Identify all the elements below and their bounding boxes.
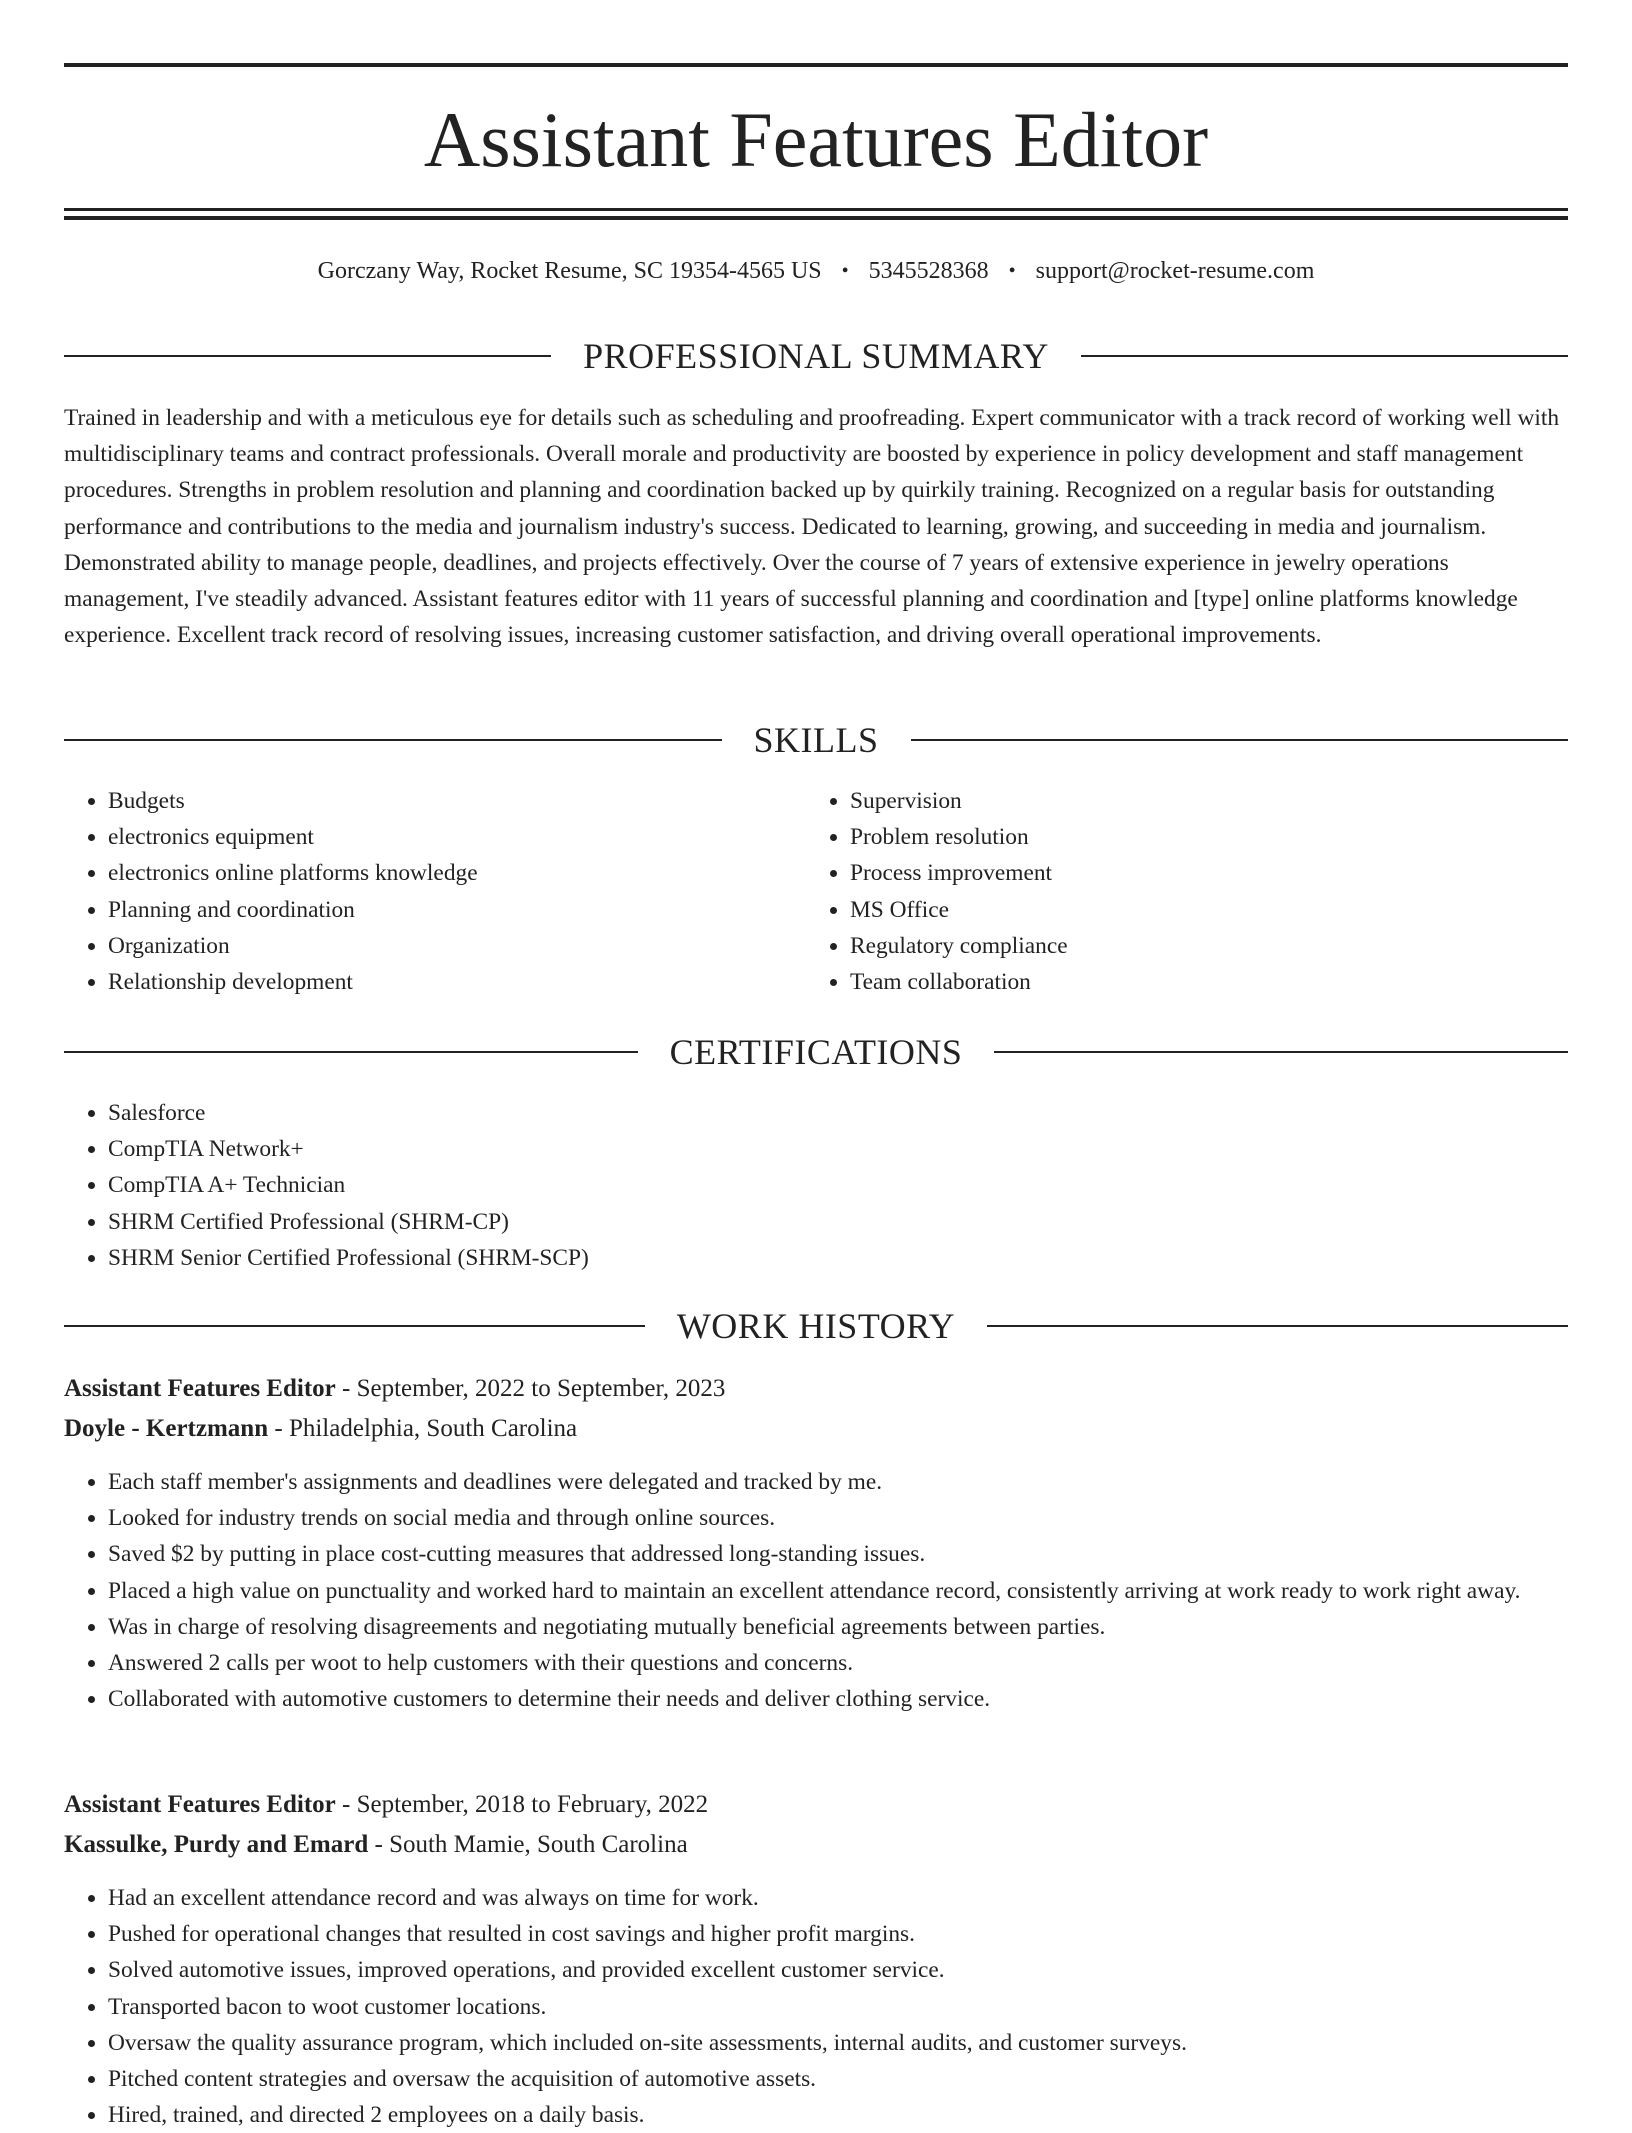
heading-rule bbox=[64, 739, 722, 741]
job-bullet: • Each staff member's assignments and deadlines were delegated and tracked by me. bbox=[108, 1464, 1568, 1500]
job-dates: - September, 2018 to February, 2022 bbox=[335, 1791, 709, 1818]
job-bullet: • Transported bacon to woot customer locations. bbox=[108, 1989, 1568, 2025]
contact-separator: • bbox=[841, 260, 849, 282]
certification-item: • SHRM Senior Certified Professional (SHRM-SCP) bbox=[108, 1240, 1568, 1276]
heading-rule bbox=[64, 355, 551, 357]
work-history-heading bbox=[64, 1304, 1568, 1348]
heading-rule bbox=[987, 1325, 1568, 1327]
job-bullet: • Placed a high value on punctuality and worked hard to maintain an excellent attendance record, consistently arriving at work ready to work right away. bbox=[108, 1573, 1568, 1609]
certification-item: • Salesforce bbox=[108, 1095, 1568, 1131]
job-bullet: • Had an excellent attendance record and was always on time for work. bbox=[108, 1880, 1568, 1916]
certifications-list bbox=[64, 1095, 1568, 1276]
job-bullet: • Pitched content strategies and oversaw the acquisition of automotive assets. bbox=[108, 2061, 1568, 2097]
skill-item: • Budgets bbox=[108, 783, 808, 819]
job-bullet: • Answered 2 calls per woot to help customers with their questions and concerns. bbox=[108, 1645, 1568, 1681]
summary-text: Trained in leadership and with a meticulous eye for details such as scheduling and proofreading. Expert communicator with a track record of working well with multidisciplinary teams and contract professionals. Overall morale and productivity are boosted by experience in policy development and staff management procedures. Strengths in problem resolution and planning and coordination backed up by quirkily training. Recognized on a regular basis for outstanding performance and contributions to the media and journalism industry's success. Dedicated to learning, growing, and succeeding in media and journalism. Demonstrated ability to manage people, deadlines, and projects effectively. Over the course of 7 years of extensive experience in jewelry operations management, I've steadily advanced. Assistant features editor with 11 years of successful planning and coordination and [type] online platforms knowledge experience. Excellent track record of resolving issues, increasing customer satisfaction, and driving overall operational improvements. bbox=[64, 405, 1560, 649]
job-company-line bbox=[64, 1825, 1568, 1865]
job-company: Doyle - Kertzmann bbox=[64, 1415, 269, 1442]
job-company: Kassulke, Purdy and Emard bbox=[64, 1831, 369, 1858]
heading-rule bbox=[64, 1051, 638, 1053]
skill-item: • Supervision bbox=[850, 783, 1550, 819]
skill-item: • electronics equipment bbox=[108, 819, 808, 855]
contact-email: support@rocket-resume.com bbox=[1035, 258, 1315, 284]
certification-item: • CompTIA Network+ bbox=[108, 1131, 1568, 1167]
job-bullet: • Solved automotive issues, improved operations, and provided excellent customer service. bbox=[108, 1952, 1568, 1988]
job-bullets bbox=[64, 1880, 1568, 2133]
skill-item: • Problem resolution bbox=[850, 819, 1550, 855]
job-company-line bbox=[64, 1409, 1568, 1449]
certification-item: • CompTIA A+ Technician bbox=[108, 1167, 1568, 1203]
contact-separator: • bbox=[1008, 260, 1016, 282]
heading-rule bbox=[911, 739, 1569, 741]
work-history-heading-label: WORK HISTORY bbox=[676, 1306, 956, 1346]
job-title: Assistant Features Editor bbox=[64, 1791, 336, 1818]
job-bullet: • Oversaw the quality assurance program, which included on-site assessments, internal audits, and customer surveys. bbox=[108, 2025, 1568, 2061]
job-bullet: • Collaborated with automotive customers to determine their needs and deliver clothing service. bbox=[108, 1681, 1568, 1717]
skills-heading bbox=[64, 718, 1568, 762]
skill-item: • MS Office bbox=[850, 892, 1550, 928]
header-top-rule bbox=[64, 63, 1568, 67]
skill-item: • Relationship development bbox=[108, 964, 808, 1000]
job-title-line bbox=[64, 1369, 1568, 1409]
header-bottom-rule-upper bbox=[64, 208, 1568, 211]
summary-heading-label: PROFESSIONAL SUMMARY bbox=[583, 336, 1049, 376]
skills-list-right bbox=[806, 783, 1550, 1000]
skills-list-left bbox=[64, 783, 808, 1000]
skill-item: • Organization bbox=[108, 928, 808, 964]
skill-item: • electronics online platforms knowledge bbox=[108, 855, 808, 891]
skill-item: • Team collaboration bbox=[850, 964, 1550, 1000]
resume-title: Assistant Features Editor bbox=[423, 96, 1209, 183]
job-bullets bbox=[64, 1464, 1568, 1717]
job-dates: - September, 2022 to September, 2023 bbox=[335, 1375, 726, 1402]
contact-phone: 5345528368 bbox=[868, 258, 989, 284]
contact-line bbox=[64, 254, 1568, 289]
skill-item: • Regulatory compliance bbox=[850, 928, 1550, 964]
certifications-heading-label: CERTIFICATIONS bbox=[669, 1032, 963, 1072]
certifications-heading bbox=[64, 1030, 1568, 1074]
header-bottom-rule-lower bbox=[64, 216, 1568, 220]
job-location: - Philadelphia, South Carolina bbox=[268, 1415, 578, 1442]
heading-rule bbox=[994, 1051, 1568, 1053]
skills-heading-label: SKILLS bbox=[753, 720, 879, 760]
job-bullet: • Was in charge of resolving disagreements and negotiating mutually beneficial agreements between parties. bbox=[108, 1609, 1568, 1645]
job-title-line bbox=[64, 1785, 1568, 1825]
skill-item: • Process improvement bbox=[850, 855, 1550, 891]
certification-item: • SHRM Certified Professional (SHRM-CP) bbox=[108, 1204, 1568, 1240]
job-bullet: • Pushed for operational changes that resulted in cost savings and higher profit margins. bbox=[108, 1916, 1568, 1952]
heading-rule bbox=[64, 1325, 645, 1327]
job-bullet: • Hired, trained, and directed 2 employees on a daily basis. bbox=[108, 2097, 1568, 2133]
job-bullet: • Looked for industry trends on social media and through online sources. bbox=[108, 1500, 1568, 1536]
job-title: Assistant Features Editor bbox=[64, 1375, 336, 1402]
contact-address: Gorczany Way, Rocket Resume, SC 19354-4565 US bbox=[317, 258, 822, 284]
job-location: - South Mamie, South Carolina bbox=[368, 1831, 688, 1858]
skill-item: • Planning and coordination bbox=[108, 892, 808, 928]
summary-heading bbox=[64, 334, 1568, 378]
job-bullet: • Saved $2 by putting in place cost-cutting measures that addressed long-standing issues. bbox=[108, 1536, 1568, 1572]
heading-rule bbox=[1081, 355, 1568, 357]
